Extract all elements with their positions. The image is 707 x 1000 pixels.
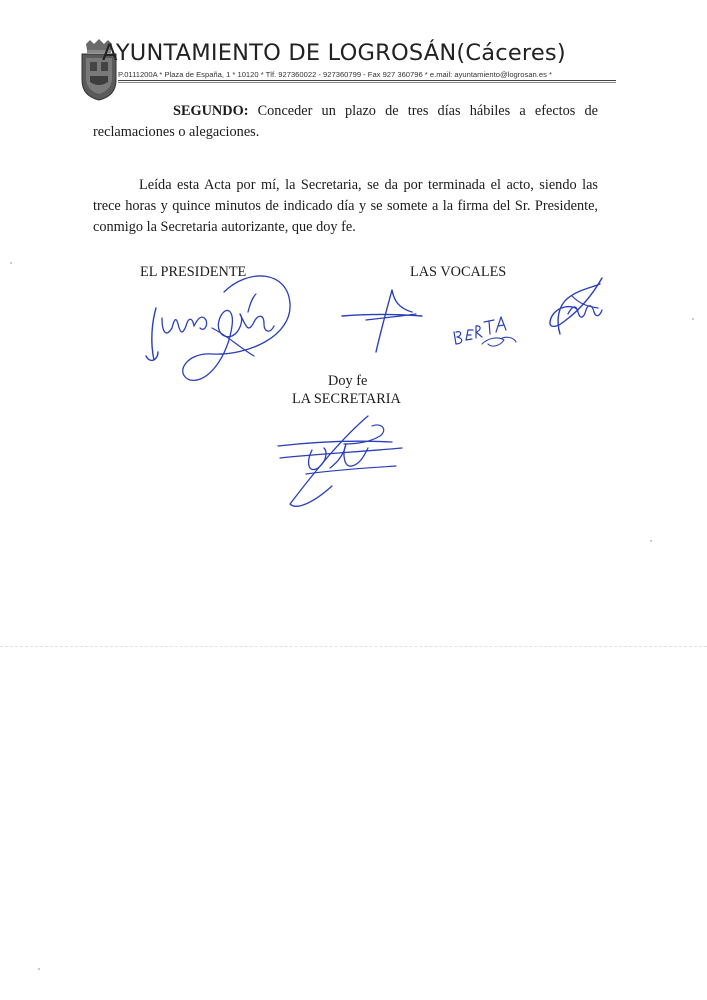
scan-crease-line [0, 646, 707, 647]
scan-speck [692, 318, 694, 320]
segundo-paragraph [93, 101, 598, 143]
closing-text: Leída esta Acta por mí, la Secretaria, se da por terminada el acto, siendo las trece horas y quince minutos de indicado día y se somete a la firma del Sr. Presidente, conmigo la Secretaria autorizante, que doy fe. [93, 177, 598, 235]
secretary-label: LA SECRETARIA [292, 391, 401, 407]
header-divider-thin [118, 82, 616, 83]
vocal-signature-2 [448, 308, 528, 354]
scan-speck [10, 262, 12, 264]
closing-paragraph [93, 175, 598, 238]
secretary-signature [272, 408, 412, 514]
vocal-signature-3 [538, 270, 610, 346]
segundo-text: Conceder un plazo de tres días hábiles a efectos de reclamaciones o alegaciones. [93, 103, 598, 140]
header-title: AYUNTAMIENTO DE LOGROSÁN(Cáceres) [102, 40, 566, 66]
scan-speck [38, 968, 40, 970]
scan-speck [650, 540, 652, 542]
president-label: EL PRESIDENTE [140, 264, 247, 280]
header-divider [118, 80, 616, 81]
header-address: P.0111200A * Plaza de España, 1 * 10120 * Tlf. 927360022 - 927360799 - Fax 927 360796 * e.mail: ayuntamiento@logrosan.es * [118, 70, 552, 79]
doy-fe-label: Doy fe [328, 373, 368, 389]
vocal-signature-1 [336, 282, 436, 354]
segundo-label: SEGUNDO: [173, 103, 249, 119]
vocales-label: LAS VOCALES [410, 264, 507, 280]
president-signature [128, 256, 298, 386]
